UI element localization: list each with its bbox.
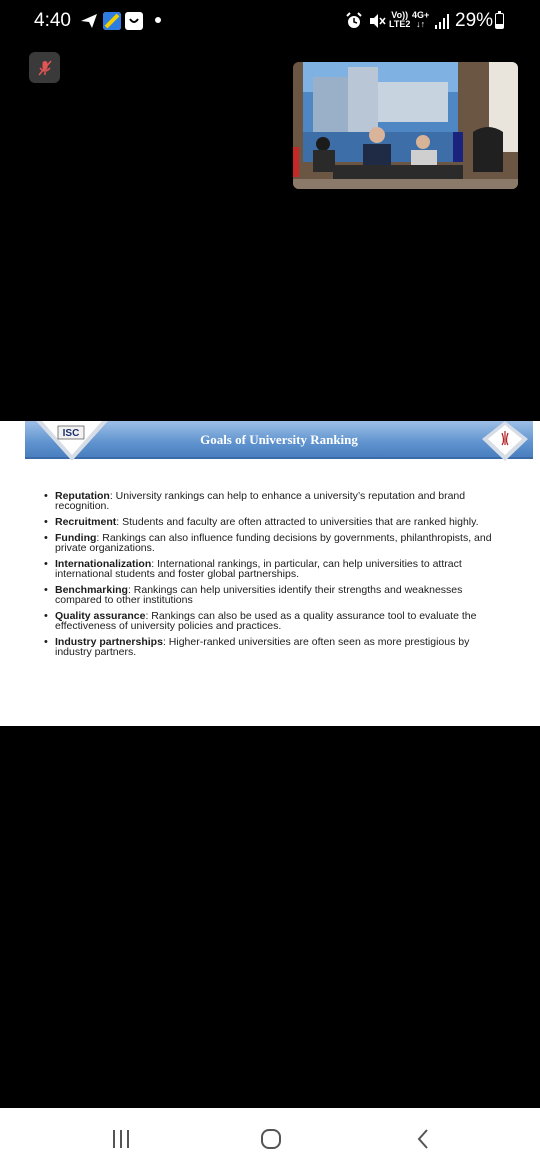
app-icon-2 [125, 12, 143, 30]
svg-text:ISC: ISC [62, 428, 80, 439]
emblem-logo [480, 421, 530, 461]
video-frame [293, 62, 518, 189]
isc-logo [36, 421, 108, 463]
alarm-icon [345, 12, 363, 30]
mute-icon [368, 12, 386, 30]
home-icon [259, 1127, 283, 1151]
shared-slide [0, 421, 540, 726]
network-indicator: 4G+ ↓↑ [412, 10, 430, 29]
participant-video[interactable] [293, 62, 518, 189]
home-button[interactable] [256, 1126, 286, 1152]
notification-dot [155, 17, 161, 23]
recents-button[interactable] [106, 1126, 136, 1152]
navigation-icon [80, 12, 98, 30]
list-item: • Internationalization: International rankings, in particular, can help universities to attract international students and foster global partnerships. [44, 559, 504, 579]
status-time: 4:40 [34, 10, 71, 31]
battery-icon [495, 13, 504, 29]
mic-off-icon [36, 59, 54, 77]
list-item: • Funding: Rankings can also influence funding decisions by governments, philanthropists, and private organizations. [44, 533, 504, 553]
status-bar [0, 0, 540, 42]
goals-list [44, 491, 504, 663]
navigation-bar [0, 1108, 540, 1170]
list-item: • Reputation: University rankings can help to enhance a university’s reputation and brand recognition. [44, 491, 504, 511]
signal-icon [434, 12, 450, 30]
list-item: • Benchmarking: Rankings can help universities identify their strengths and weaknesses compared to other institutions [44, 585, 504, 605]
app-icon [103, 12, 121, 30]
volte-indicator: Vo)) LTE2 [389, 10, 411, 29]
list-item: • Recruitment: Students and faculty are often attracted to universities that are ranked highly. [44, 517, 504, 527]
list-item: • Quality assurance: Rankings can also be used as a quality assurance tool to evaluate the effectiveness of university policies and practices. [44, 611, 504, 631]
battery-percent: 29% [455, 10, 494, 31]
recents-icon [110, 1129, 132, 1149]
slide-title: Goals of University Ranking [200, 432, 358, 447]
list-item: • Industry partnerships: Higher-ranked universities are often seen as more prestigious by industry partners. [44, 637, 504, 657]
back-button[interactable] [408, 1126, 438, 1152]
back-icon [415, 1128, 431, 1150]
mic-toggle-button[interactable] [29, 52, 60, 83]
